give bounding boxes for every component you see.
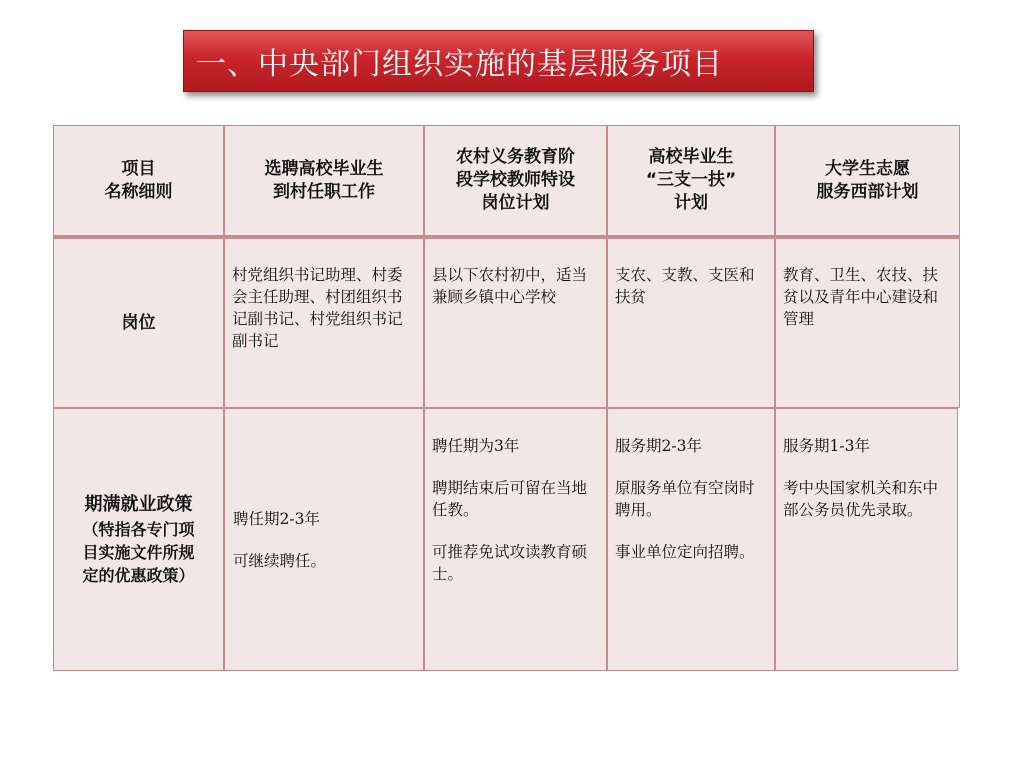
positions-text: 县以下农村初中，适当兼顾乡镇中心学校 bbox=[432, 266, 588, 306]
slide-title-text: 一、中央部门组织实施的基层服务项目 bbox=[196, 47, 723, 82]
positions-western-volunteer bbox=[775, 238, 960, 408]
header-village-official bbox=[224, 125, 424, 236]
positions-text: 村党组织书记助理、村委会主任助理、村团组织书记副书记、村党组织书记副书记 bbox=[232, 266, 403, 350]
header-line: 农村义务教育阶 bbox=[456, 147, 575, 167]
policy-label-main: 期满就业政策 bbox=[84, 494, 193, 515]
policy-paragraph: 原服务单位有空岗时聘用。 bbox=[615, 479, 755, 519]
policy-western-volunteer bbox=[775, 408, 958, 671]
header-line: 计划 bbox=[673, 193, 708, 213]
header-western-volunteer bbox=[775, 125, 960, 236]
positions-label-cell bbox=[53, 238, 224, 408]
policy-paragraph: 聘期结束后可留在当地任教。 bbox=[432, 479, 588, 519]
policy-paragraph: 考中央国家机关和东中部公务员优先录取。 bbox=[783, 479, 939, 519]
positions-three-supports bbox=[607, 238, 775, 408]
header-line: 段学校教师特设 bbox=[456, 170, 575, 190]
header-line: 高校毕业生 bbox=[648, 147, 734, 167]
policy-paragraph: 服务期1-3年 bbox=[783, 437, 870, 455]
policy-label-sub: 定的优惠政策） bbox=[82, 566, 195, 585]
header-three-supports bbox=[607, 125, 775, 236]
policy-rural-teacher bbox=[424, 408, 607, 671]
header-line: 岗位计划 bbox=[481, 193, 550, 213]
header-line: 大学生志愿 bbox=[825, 158, 910, 179]
positions-text: 支农、支教、支医和扶贫 bbox=[615, 266, 755, 306]
header-label-line: 名称细则 bbox=[104, 181, 173, 202]
positions-rural-teacher bbox=[424, 238, 607, 408]
header-label-line: 项目 bbox=[121, 158, 156, 179]
header-line: 选聘高校毕业生 bbox=[264, 158, 384, 179]
header-line: “三支一扶” bbox=[645, 170, 737, 190]
policy-paragraph: 服务期2-3年 bbox=[615, 437, 702, 455]
header-line: 服务西部计划 bbox=[816, 181, 919, 202]
slide-title bbox=[183, 30, 814, 92]
policy-paragraph: 可推荐免试攻读教育硕士。 bbox=[432, 543, 588, 583]
policy-village-official bbox=[224, 408, 424, 671]
header-label-cell bbox=[53, 125, 224, 236]
positions-village-official bbox=[224, 238, 424, 408]
policy-three-supports bbox=[607, 408, 775, 671]
header-rural-teacher bbox=[424, 125, 607, 236]
positions-text: 教育、卫生、农技、扶贫以及青年中心建设和管理 bbox=[783, 266, 939, 328]
policy-paragraph: 事业单位定向招聘。 bbox=[615, 543, 755, 561]
policy-paragraph: 聘任期2-3年 bbox=[233, 509, 320, 528]
policy-paragraph: 可继续聘任。 bbox=[233, 551, 327, 570]
policy-label-sub: 目实施文件所规 bbox=[82, 543, 195, 562]
policy-label-sub: （特指各专门项 bbox=[82, 520, 195, 539]
positions-label: 岗位 bbox=[121, 313, 156, 333]
policy-label-cell bbox=[53, 408, 224, 671]
header-line: 到村任职工作 bbox=[273, 181, 375, 202]
policy-paragraph: 聘任期为3年 bbox=[432, 437, 520, 455]
